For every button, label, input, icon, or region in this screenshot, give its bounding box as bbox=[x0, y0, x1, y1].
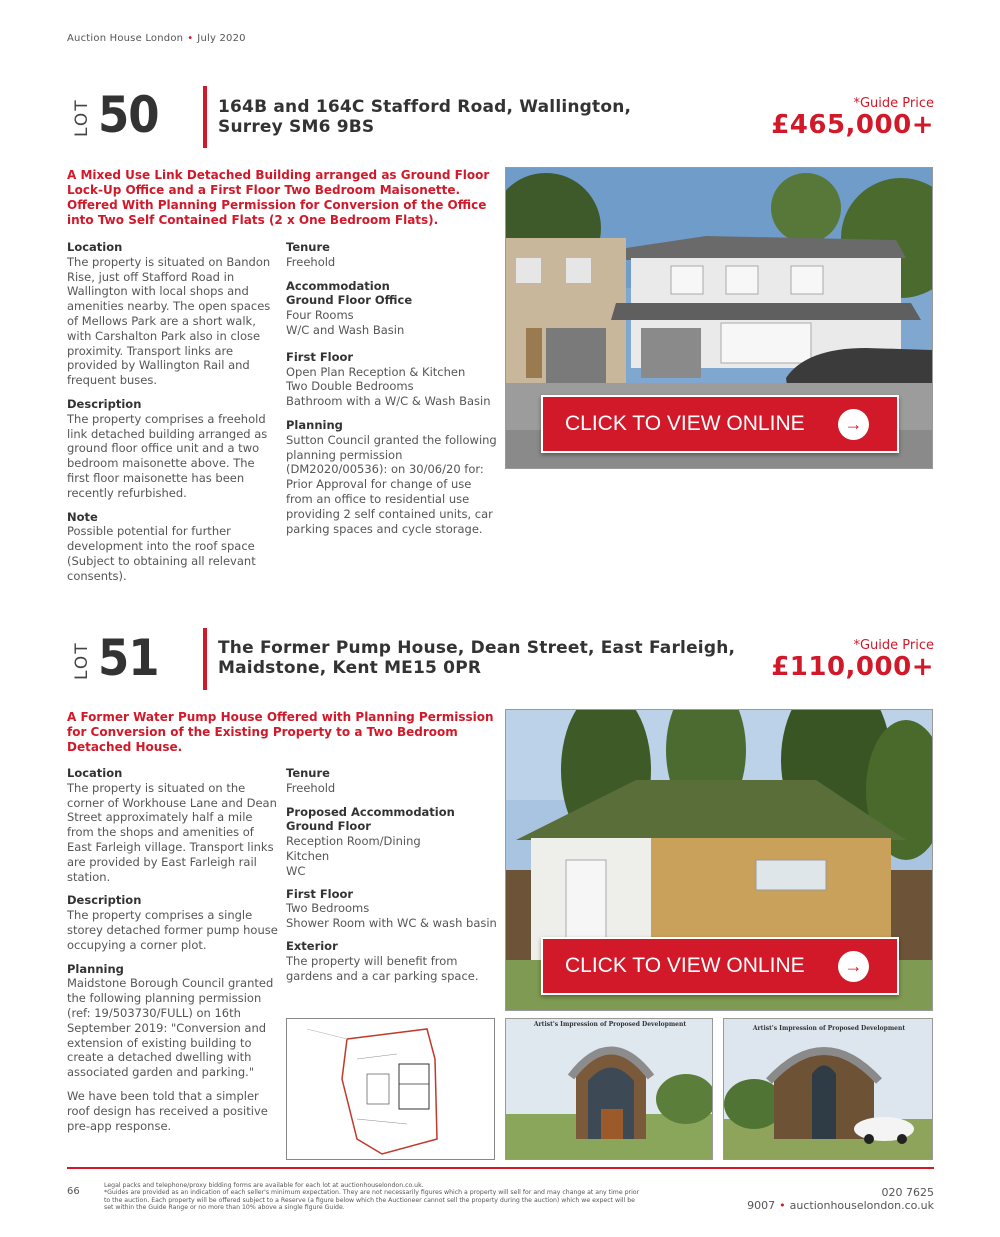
arrow-right-icon: → bbox=[838, 951, 869, 982]
phone-number[interactable]: 020 7625 9007 bbox=[747, 1186, 934, 1212]
page-number: 66 bbox=[67, 1186, 80, 1197]
view-online-button[interactable] bbox=[541, 395, 899, 453]
arrow-right-icon: → bbox=[838, 409, 869, 440]
accommodation-heading: Proposed Accommodation bbox=[286, 804, 455, 819]
legal-disclaimer: Legal packs and telephone/proxy bidding forms are available for each lot at auctionhouselondon.co.uk. *Guides are provided as an indication of each seller's minimum expectation. They are not necessarily figures which a property will sell for and may change at any time prior to the auction. Each property will be offered subject to a Reserve (a figure below which the Auctioneer cannot sell the property during the auction) which we expect will be set within the Guide Range or no more than 10% above a single figure Guide. bbox=[104, 1182, 640, 1212]
view-online-label: CLICK TO VIEW ONLINE bbox=[565, 412, 805, 435]
publisher-name: Auction House London bbox=[67, 33, 184, 44]
note-text: Possible potential for further development into the roof space (Subject to obtaining all relevant consents). bbox=[67, 524, 256, 583]
lot-headline: A Mixed Use Link Detached Building arranged as Ground Floor Lock-Up Office and a First Floor Two Bedroom Maisonette. Offered With Planning Permission for Conversion of the Office into Two Self Contained Flats (2 x One Bedroom Flats). bbox=[67, 168, 490, 227]
planning-text: Maidstone Borough Council granted the following planning permission (ref: 19/503730/FULL) on 16th September 2019: "Conversion and extension of existing building to create a detached dwelling with associated garden and parking." bbox=[67, 976, 274, 1080]
exterior-text: The property will benefit from gardens and a car parking space. bbox=[286, 953, 479, 983]
view-online-label: CLICK TO VIEW ONLINE bbox=[565, 954, 805, 977]
lot-headline: A Former Water Pump House Offered with Planning Permission for Conversion of the Existing Property to a Two Bedroom Detached House. bbox=[67, 710, 494, 754]
tenure-text: Freehold bbox=[286, 780, 336, 795]
description-heading: Description bbox=[67, 893, 142, 908]
ground-floor-heading: Ground Floor Office bbox=[286, 293, 413, 308]
title-divider bbox=[203, 628, 207, 690]
first-floor-item: Shower Room with WC & wash basin bbox=[286, 916, 497, 931]
description-heading: Description bbox=[67, 396, 142, 411]
lot-details-left bbox=[67, 240, 275, 593]
description-text: The property comprises a freehold link detached building arranged as ground floor office unit and a two bedroom maisonette above. The first floor maisonette has been recently refurbished. bbox=[67, 411, 268, 500]
planning-heading: Planning bbox=[67, 961, 124, 976]
location-text: The property is situated on the corner of Workhouse Lane and Dean Street approximately half a mile from the shops and amenities of East Farleigh village. Transport links are provided by East Farleigh rail station. bbox=[67, 780, 277, 884]
location-heading: Location bbox=[67, 766, 123, 780]
first-floor-item: Two Bedrooms bbox=[286, 901, 370, 916]
lot-details-right bbox=[286, 240, 498, 545]
site-plan-drawing bbox=[287, 1019, 495, 1160]
tenure-heading: Tenure bbox=[286, 766, 330, 780]
note-heading: Note bbox=[67, 509, 98, 524]
title-divider bbox=[203, 86, 207, 148]
first-floor-item: Bathroom with a W/C & Wash Basin bbox=[286, 394, 491, 409]
artist-impression-image[interactable] bbox=[505, 1018, 713, 1160]
ground-floor-item: W/C and Wash Basin bbox=[286, 322, 405, 337]
website-link[interactable]: auctionhouselondon.co.uk bbox=[789, 1199, 934, 1212]
ground-floor-item: Reception Room/Dining bbox=[286, 834, 421, 849]
contact-details bbox=[700, 1186, 934, 1212]
site-plan-image[interactable] bbox=[286, 1018, 495, 1160]
guide-price-label: *Guide Price bbox=[853, 96, 934, 111]
lot-details-right bbox=[286, 766, 498, 992]
property-address: The Former Pump House, Dean Street, East Farleigh, Maidstone, Kent ME15 0PR bbox=[218, 638, 736, 678]
ground-floor-heading: Ground Floor bbox=[286, 819, 371, 834]
guide-price: £110,000+ bbox=[771, 652, 934, 682]
guide-price-label: *Guide Price bbox=[853, 638, 934, 653]
exterior-heading: Exterior bbox=[286, 938, 338, 953]
planning-text: Sutton Council granted the following planning permission (DM2020/00536): on 30/06/20 for: Prior Approval for change of use from an office to residential use providing 2 self contained units, car parking spaces and cycle storage. bbox=[286, 432, 497, 536]
artist-impression-drawing bbox=[506, 1019, 713, 1160]
ground-floor-item: Kitchen bbox=[286, 848, 330, 863]
location-text: The property is situated on Bandon Rise, just off Stafford Road in Wallington with local shops and amenities nearby. The open spaces of Mellows Park are a short walk, with Carshalton Park also in close proximity. Transport links are provided by Wallington Rail and frequent buses. bbox=[67, 254, 271, 388]
artist-impression-drawing bbox=[724, 1019, 933, 1160]
first-floor-item: Open Plan Reception & Kitchen bbox=[286, 364, 466, 379]
accommodation-heading: Accommodation bbox=[286, 278, 390, 293]
tenure-heading: Tenure bbox=[286, 240, 330, 254]
planning-heading: Planning bbox=[286, 417, 343, 432]
issue-date: July 2020 bbox=[197, 33, 246, 44]
bullet-icon: • bbox=[187, 33, 194, 44]
location-heading: Location bbox=[67, 240, 123, 254]
lot-number: 51 bbox=[98, 629, 159, 687]
lot-label: LOT bbox=[72, 98, 92, 137]
footer-divider bbox=[67, 1167, 934, 1169]
impression-caption: Artist's Impression of Proposed Development bbox=[752, 1025, 906, 1032]
first-floor-heading: First Floor bbox=[286, 886, 354, 901]
lot-label: LOT bbox=[72, 641, 92, 680]
tenure-text: Freehold bbox=[286, 254, 336, 269]
artist-impression-image[interactable] bbox=[723, 1018, 933, 1160]
property-address: 164B and 164C Stafford Road, Wallington, Surrey SM6 9BS bbox=[218, 97, 632, 137]
ground-floor-item: WC bbox=[286, 863, 306, 878]
view-online-button[interactable] bbox=[541, 937, 899, 995]
ground-floor-item: Four Rooms bbox=[286, 308, 354, 323]
impression-caption: Artist's Impression of Proposed Development bbox=[533, 1021, 687, 1028]
guide-price: £465,000+ bbox=[771, 110, 934, 140]
first-floor-heading: First Floor bbox=[286, 349, 354, 364]
first-floor-item: Two Double Bedrooms bbox=[286, 379, 414, 394]
page-header bbox=[67, 33, 246, 44]
description-text: The property comprises a single storey detached former pump house occupying a corner plot. bbox=[67, 908, 278, 952]
lot-number: 50 bbox=[98, 86, 159, 144]
lot-details-left bbox=[67, 766, 279, 1142]
planning-extra-text: We have been told that a simpler roof design has received a positive pre-app response. bbox=[67, 1088, 268, 1133]
bullet-icon: • bbox=[779, 1199, 786, 1212]
